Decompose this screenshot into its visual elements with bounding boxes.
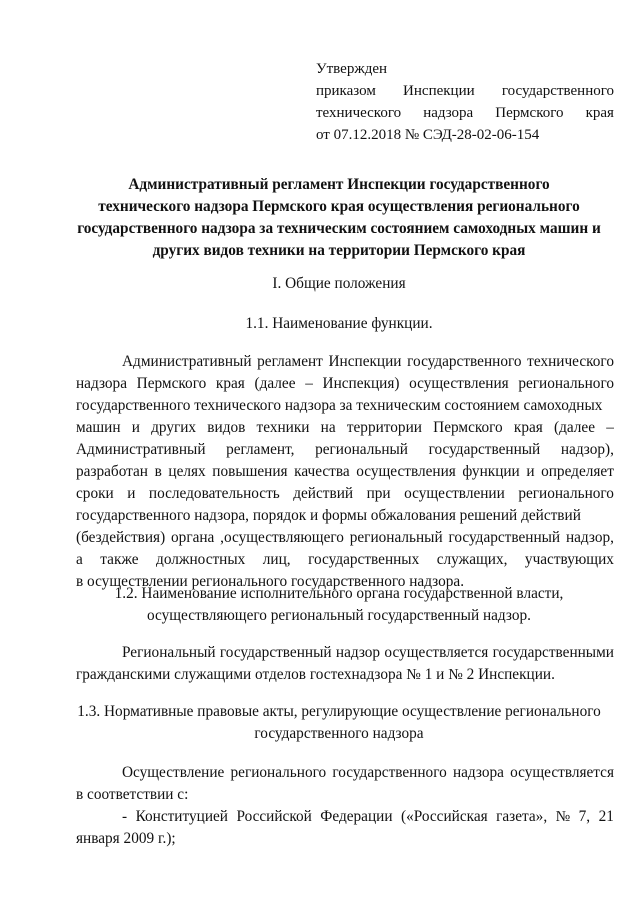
word: при [366,485,391,502]
word: других [151,419,197,436]
word: осуществляется [384,644,489,661]
word: надзор), [560,441,614,458]
word: 7, [578,808,591,825]
approval-word: Инспекции [403,83,475,99]
word: также [100,551,139,568]
word: (бездействия) [76,529,166,546]
word: регламент [257,353,323,370]
word: Региональный [122,644,216,661]
word: надзора [452,764,504,781]
word: осуществлении [404,485,505,502]
word: Конституцией [135,808,228,825]
text-line [76,373,614,395]
word: сроки [76,485,114,502]
word: января 2009 г.); [76,830,176,847]
word: осуществляется [510,764,614,781]
word: целях [168,463,206,480]
word: функции [462,463,520,480]
approval-line-3 [316,102,614,124]
word: регламент, [226,441,295,458]
text-line [76,439,614,461]
text-line [76,461,614,483]
text-line [76,351,614,373]
word: надзора [76,375,127,392]
word: на [320,419,336,436]
word: в соответствии с: [76,786,189,803]
paragraph-1-1 [76,351,614,593]
heading-line: осуществляющего региональный государственный надзор. [147,607,531,624]
subsection-heading-1-3 [60,701,618,745]
word: Федерации [320,808,393,825]
document-title [60,174,618,262]
word: и [127,485,136,502]
word: надзор, [565,529,614,546]
word: (далее [254,375,296,392]
word: государственного надзора, порядок и формы обжалования решений действий [76,507,581,524]
word: 21 [598,808,614,825]
word: видов [207,419,246,436]
word: - [122,808,128,825]
word: качества [294,463,350,480]
word: осуществления [409,375,509,392]
word: действий [293,485,354,502]
word: государственный [219,644,332,661]
title-line: других видов техники на территории Пермского края [152,242,526,259]
word: государственных [308,551,420,568]
word: государственного технического надзора за техническим состоянием самоходных [76,397,603,414]
subsection-heading-1-2 [60,583,618,627]
title-line: государственного надзора за техническим состоянием самоходных машин и [77,220,601,237]
text-line [76,642,614,664]
approval-line-1: Утвержден [316,61,388,77]
word: надзор [335,644,381,661]
word: № [555,808,571,825]
word: региональный [349,529,443,546]
word: служащих, [436,551,508,568]
word: регионального [230,764,327,781]
text-line [76,828,614,850]
heading-line: 1.3. Нормативные правовые акты, регулирующие осуществление регионального [77,703,601,720]
text-line [76,395,614,417]
word: территории [346,419,422,436]
text-line [76,483,614,505]
approval-line-2 [316,80,614,102]
word: разработан [76,463,148,480]
text-line [76,784,614,806]
text-line [76,417,614,439]
word: участвующих [524,551,614,568]
word: в осуществлении регионального государственного надзора. [76,573,465,590]
word: Административный [76,441,206,458]
word: (далее [554,419,596,436]
word: осуществления [356,463,456,480]
word: Российской [236,808,312,825]
approval-line-4: от 07.12.2018 № СЭД-28-02-06-154 [316,127,540,143]
section-heading-1: I. Общие положения [272,275,406,292]
word: государственного [332,764,447,781]
approval-word: надзора [423,105,474,121]
paragraph-1-3 [76,762,614,850]
word: Инспекции [328,353,402,370]
title-line: Административный регламент Инспекции государственного [128,176,550,193]
word: регионального [518,485,614,502]
word: техники [256,419,310,436]
word: а [76,551,83,568]
word: государственный [448,529,561,546]
subsection-heading-1-1: 1.1. Наименование функции. [245,315,433,332]
word: Административный [122,353,252,370]
approval-word: технического [316,105,402,121]
word: Пермского [433,419,503,436]
word: – [606,419,614,436]
word: регионального [518,375,614,392]
approval-word: государственного [501,83,614,99]
text-line [76,664,614,686]
text-line [76,505,614,527]
word: ,осуществляющего [220,529,344,546]
word: технического [527,353,614,370]
heading-line: государственного надзора [254,725,424,742]
word: («Российская [400,808,488,825]
text-line [76,762,614,784]
text-line [76,549,614,571]
word: региональный [315,441,408,458]
word: в [154,463,162,480]
word: края [215,375,245,392]
word: должностных [156,551,246,568]
word: Инспекция) [322,375,400,392]
word: последовательность [148,485,280,502]
word: и [526,463,535,480]
word: повышения [212,463,288,480]
word: Пермского [136,375,207,392]
text-line [76,806,614,828]
word: государственный [428,441,541,458]
word: гражданскими служащими отделов гостехнадзора № 1 и № 2 Инспекции. [76,666,555,683]
word: государственного [407,353,522,370]
heading-line: 1.2. Наименование исполнительного органа государственной власти, [114,585,564,602]
word: края [513,419,543,436]
approval-word: Пермского [495,105,564,121]
word: газета», [496,808,548,825]
word: государственными [492,644,614,661]
word: лиц, [262,551,291,568]
word: машин [76,419,121,436]
word: органа [171,529,215,546]
text-line [76,527,614,549]
approval-word: края [585,105,614,121]
title-line: технического надзора Пермского края осуществления регионального [98,198,580,215]
paragraph-1-2 [76,642,614,686]
word: определяет [541,463,614,480]
word: – [305,375,313,392]
approval-block [316,58,614,146]
word: Осуществление [122,764,225,781]
approval-word: приказом [316,83,376,99]
word: и [131,419,140,436]
